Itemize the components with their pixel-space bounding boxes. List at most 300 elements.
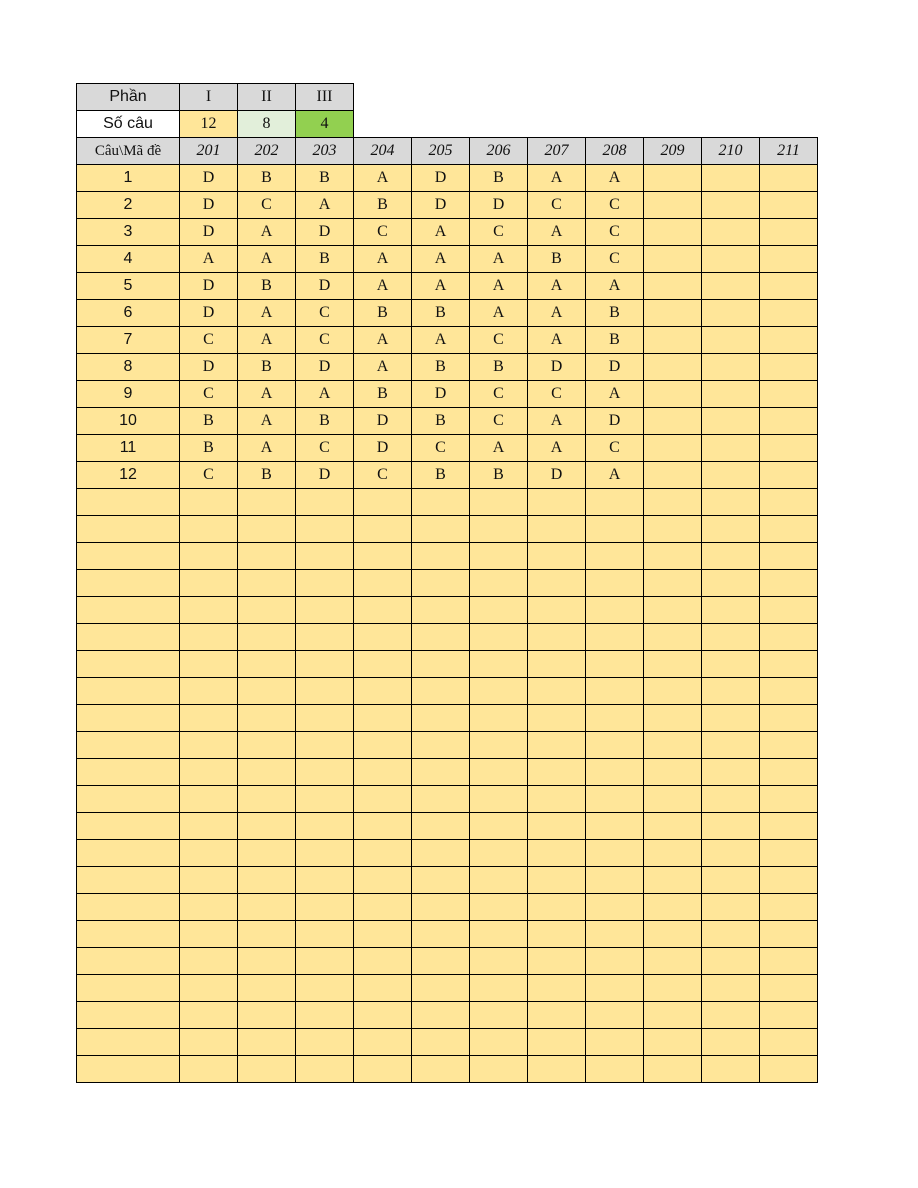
empty-cell[interactable] [180, 570, 238, 597]
empty-cell[interactable] [354, 894, 412, 921]
empty-cell[interactable] [586, 489, 644, 516]
answer-cell[interactable] [760, 354, 818, 381]
answer-cell[interactable] [760, 273, 818, 300]
answer-cell[interactable] [644, 165, 702, 192]
answer-cell[interactable] [760, 462, 818, 489]
empty-cell[interactable] [77, 894, 180, 921]
answer-cell[interactable] [702, 273, 760, 300]
empty-cell[interactable] [354, 975, 412, 1002]
answer-cell[interactable] [702, 192, 760, 219]
answer-cell[interactable]: B [296, 246, 354, 273]
answer-cell[interactable]: D [296, 219, 354, 246]
question-number-cell[interactable]: 12 [77, 462, 180, 489]
empty-cell[interactable] [296, 1002, 354, 1029]
empty-cell[interactable] [702, 705, 760, 732]
empty-cell[interactable] [644, 1029, 702, 1056]
empty-cell[interactable] [586, 570, 644, 597]
empty-cell[interactable] [354, 921, 412, 948]
empty-cell[interactable] [760, 813, 818, 840]
part-numeral-cell[interactable]: I [180, 84, 238, 111]
empty-cell[interactable] [77, 489, 180, 516]
answer-cell[interactable] [760, 408, 818, 435]
empty-cell[interactable] [702, 948, 760, 975]
answer-cell[interactable]: C [180, 462, 238, 489]
empty-cell[interactable] [77, 678, 180, 705]
answer-cell[interactable]: A [528, 300, 586, 327]
empty-cell[interactable] [77, 921, 180, 948]
answer-cell[interactable] [644, 462, 702, 489]
answer-cell[interactable]: B [354, 381, 412, 408]
empty-cell[interactable] [470, 732, 528, 759]
empty-cell[interactable] [412, 759, 470, 786]
empty-cell[interactable] [77, 1056, 180, 1083]
answer-cell[interactable] [702, 327, 760, 354]
empty-cell[interactable] [180, 489, 238, 516]
empty-cell[interactable] [296, 705, 354, 732]
answer-cell[interactable]: A [238, 219, 296, 246]
empty-cell[interactable] [354, 948, 412, 975]
answer-cell[interactable] [760, 165, 818, 192]
answer-cell[interactable]: A [470, 273, 528, 300]
empty-cell[interactable] [702, 921, 760, 948]
empty-cell[interactable] [644, 732, 702, 759]
empty-cell[interactable] [644, 867, 702, 894]
empty-cell[interactable] [586, 624, 644, 651]
empty-cell[interactable] [644, 624, 702, 651]
empty-cell[interactable] [180, 1056, 238, 1083]
answer-cell[interactable]: D [528, 462, 586, 489]
empty-cell[interactable] [180, 705, 238, 732]
answer-cell[interactable]: D [470, 192, 528, 219]
empty-cell[interactable] [644, 786, 702, 813]
empty-cell[interactable] [354, 570, 412, 597]
empty-cell[interactable] [296, 813, 354, 840]
empty-cell[interactable] [586, 516, 644, 543]
empty-cell[interactable] [412, 1056, 470, 1083]
empty-cell[interactable] [77, 759, 180, 786]
empty-cell[interactable] [470, 597, 528, 624]
empty-cell[interactable] [644, 651, 702, 678]
empty-cell[interactable] [238, 1002, 296, 1029]
empty-cell[interactable] [77, 543, 180, 570]
answer-cell[interactable]: A [238, 300, 296, 327]
empty-cell[interactable] [238, 597, 296, 624]
empty-cell[interactable] [760, 489, 818, 516]
question-number-cell[interactable]: 4 [77, 246, 180, 273]
answer-cell[interactable]: B [586, 300, 644, 327]
empty-cell[interactable] [238, 678, 296, 705]
empty-cell[interactable] [470, 894, 528, 921]
empty-cell[interactable] [528, 786, 586, 813]
empty-cell[interactable] [296, 921, 354, 948]
empty-cell[interactable] [180, 543, 238, 570]
empty-cell[interactable] [644, 1002, 702, 1029]
answer-cell[interactable]: D [296, 354, 354, 381]
empty-cell[interactable] [644, 813, 702, 840]
answer-cell[interactable]: A [528, 327, 586, 354]
exam-code-cell[interactable]: 208 [586, 138, 644, 165]
answer-cell[interactable]: C [586, 192, 644, 219]
empty-cell[interactable] [180, 624, 238, 651]
answer-cell[interactable]: A [412, 246, 470, 273]
empty-cell[interactable] [702, 624, 760, 651]
answer-cell[interactable]: D [412, 192, 470, 219]
empty-cell[interactable] [644, 570, 702, 597]
empty-cell[interactable] [760, 975, 818, 1002]
empty-cell[interactable] [760, 543, 818, 570]
question-number-cell[interactable]: 5 [77, 273, 180, 300]
answer-cell[interactable] [644, 354, 702, 381]
empty-cell[interactable] [77, 732, 180, 759]
empty-cell[interactable] [470, 516, 528, 543]
answer-cell[interactable]: B [238, 273, 296, 300]
empty-cell[interactable] [702, 786, 760, 813]
empty-cell[interactable] [528, 651, 586, 678]
empty-cell[interactable] [586, 597, 644, 624]
empty-cell[interactable] [412, 597, 470, 624]
empty-cell[interactable] [412, 489, 470, 516]
empty-cell[interactable] [470, 489, 528, 516]
empty-cell[interactable] [528, 489, 586, 516]
answer-cell[interactable]: D [180, 219, 238, 246]
exam-code-cell[interactable]: 207 [528, 138, 586, 165]
answer-cell[interactable]: C [528, 381, 586, 408]
empty-cell[interactable] [586, 1002, 644, 1029]
answer-cell[interactable] [760, 192, 818, 219]
counts-label[interactable]: Số câu [77, 111, 180, 138]
answer-cell[interactable]: C [354, 219, 412, 246]
answer-cell[interactable] [702, 354, 760, 381]
empty-cell[interactable] [470, 1002, 528, 1029]
empty-cell[interactable] [528, 1029, 586, 1056]
empty-cell[interactable] [586, 651, 644, 678]
exam-code-cell[interactable]: 204 [354, 138, 412, 165]
empty-cell[interactable] [296, 975, 354, 1002]
exam-code-cell[interactable]: 206 [470, 138, 528, 165]
answer-cell[interactable] [760, 246, 818, 273]
empty-cell[interactable] [586, 1056, 644, 1083]
empty-cell[interactable] [238, 705, 296, 732]
answer-cell[interactable]: B [180, 408, 238, 435]
empty-cell[interactable] [238, 759, 296, 786]
answer-cell[interactable]: D [180, 273, 238, 300]
empty-cell[interactable] [238, 921, 296, 948]
empty-cell[interactable] [702, 759, 760, 786]
answer-cell[interactable]: A [586, 165, 644, 192]
answer-cell[interactable]: D [180, 165, 238, 192]
empty-cell[interactable] [354, 840, 412, 867]
answer-cell[interactable]: C [354, 462, 412, 489]
answer-cell[interactable] [702, 219, 760, 246]
answer-cell[interactable]: A [296, 192, 354, 219]
empty-cell[interactable] [760, 597, 818, 624]
empty-cell[interactable] [470, 867, 528, 894]
empty-cell[interactable] [412, 786, 470, 813]
question-number-cell[interactable]: 7 [77, 327, 180, 354]
empty-cell[interactable] [77, 516, 180, 543]
empty-cell[interactable] [296, 678, 354, 705]
empty-cell[interactable] [470, 651, 528, 678]
empty-cell[interactable] [586, 840, 644, 867]
answer-cell[interactable]: B [470, 462, 528, 489]
empty-cell[interactable] [77, 597, 180, 624]
empty-cell[interactable] [77, 786, 180, 813]
answer-cell[interactable]: A [528, 435, 586, 462]
answer-cell[interactable]: A [412, 327, 470, 354]
answer-cell[interactable] [702, 165, 760, 192]
empty-cell[interactable] [644, 597, 702, 624]
empty-cell[interactable] [180, 759, 238, 786]
empty-cell[interactable] [77, 1029, 180, 1056]
empty-cell[interactable] [702, 1002, 760, 1029]
empty-cell[interactable] [412, 678, 470, 705]
empty-cell[interactable] [238, 651, 296, 678]
empty-cell[interactable] [296, 543, 354, 570]
empty-cell[interactable] [180, 732, 238, 759]
empty-cell[interactable] [412, 948, 470, 975]
empty-cell[interactable] [644, 921, 702, 948]
empty-cell[interactable] [296, 570, 354, 597]
answer-cell[interactable] [644, 381, 702, 408]
empty-cell[interactable] [760, 705, 818, 732]
empty-cell[interactable] [760, 570, 818, 597]
exam-code-cell[interactable]: 205 [412, 138, 470, 165]
empty-cell[interactable] [238, 948, 296, 975]
answer-cell[interactable]: D [354, 408, 412, 435]
answer-cell[interactable]: A [354, 273, 412, 300]
exam-code-cell[interactable]: 201 [180, 138, 238, 165]
answer-cell[interactable]: A [238, 327, 296, 354]
answer-cell[interactable] [644, 192, 702, 219]
empty-cell[interactable] [354, 759, 412, 786]
empty-cell[interactable] [702, 678, 760, 705]
empty-cell[interactable] [77, 867, 180, 894]
empty-cell[interactable] [528, 516, 586, 543]
empty-cell[interactable] [470, 705, 528, 732]
empty-cell[interactable] [702, 489, 760, 516]
empty-cell[interactable] [238, 1029, 296, 1056]
answer-cell[interactable]: D [296, 273, 354, 300]
empty-cell[interactable] [296, 948, 354, 975]
answer-cell[interactable]: A [470, 300, 528, 327]
empty-cell[interactable] [644, 1056, 702, 1083]
empty-cell[interactable] [354, 516, 412, 543]
empty-cell[interactable] [470, 1029, 528, 1056]
answer-cell[interactable]: A [528, 219, 586, 246]
empty-cell[interactable] [296, 840, 354, 867]
answer-cell[interactable]: C [296, 327, 354, 354]
empty-cell[interactable] [354, 1029, 412, 1056]
answer-cell[interactable]: D [180, 300, 238, 327]
empty-cell[interactable] [296, 597, 354, 624]
empty-cell[interactable] [180, 894, 238, 921]
empty-cell[interactable] [644, 678, 702, 705]
empty-cell[interactable] [760, 624, 818, 651]
empty-cell[interactable] [702, 651, 760, 678]
empty-cell[interactable] [77, 840, 180, 867]
answer-cell[interactable]: B [296, 165, 354, 192]
empty-cell[interactable] [528, 894, 586, 921]
empty-cell[interactable] [238, 975, 296, 1002]
empty-cell[interactable] [528, 948, 586, 975]
answer-cell[interactable]: A [238, 408, 296, 435]
answer-cell[interactable]: D [586, 354, 644, 381]
empty-cell[interactable] [354, 678, 412, 705]
exam-code-cell[interactable]: 210 [702, 138, 760, 165]
question-number-cell[interactable]: 2 [77, 192, 180, 219]
answer-cell[interactable] [760, 435, 818, 462]
answer-cell[interactable]: B [586, 327, 644, 354]
empty-cell[interactable] [77, 570, 180, 597]
answer-cell[interactable]: B [412, 300, 470, 327]
empty-cell[interactable] [470, 813, 528, 840]
question-number-cell[interactable]: 3 [77, 219, 180, 246]
empty-cell[interactable] [180, 651, 238, 678]
answer-cell[interactable]: A [296, 381, 354, 408]
empty-cell[interactable] [77, 948, 180, 975]
answer-cell[interactable]: C [180, 327, 238, 354]
empty-cell[interactable] [180, 1002, 238, 1029]
answer-cell[interactable] [760, 381, 818, 408]
answer-cell[interactable]: A [354, 246, 412, 273]
empty-cell[interactable] [354, 786, 412, 813]
question-number-cell[interactable]: 9 [77, 381, 180, 408]
empty-cell[interactable] [296, 489, 354, 516]
answer-cell[interactable] [702, 435, 760, 462]
empty-cell[interactable] [354, 705, 412, 732]
question-number-cell[interactable]: 1 [77, 165, 180, 192]
empty-cell[interactable] [77, 651, 180, 678]
answer-cell[interactable] [760, 327, 818, 354]
answer-cell[interactable]: B [238, 165, 296, 192]
answer-cell[interactable]: B [470, 165, 528, 192]
empty-cell[interactable] [528, 624, 586, 651]
empty-cell[interactable] [470, 786, 528, 813]
answer-cell[interactable]: A [528, 273, 586, 300]
answer-cell[interactable]: D [412, 381, 470, 408]
empty-cell[interactable] [77, 1002, 180, 1029]
empty-cell[interactable] [470, 975, 528, 1002]
empty-cell[interactable] [412, 732, 470, 759]
answer-cell[interactable]: A [470, 435, 528, 462]
empty-cell[interactable] [238, 624, 296, 651]
empty-cell[interactable] [412, 975, 470, 1002]
empty-cell[interactable] [586, 732, 644, 759]
empty-cell[interactable] [296, 624, 354, 651]
empty-cell[interactable] [760, 867, 818, 894]
answer-cell[interactable]: C [180, 381, 238, 408]
empty-cell[interactable] [470, 678, 528, 705]
empty-cell[interactable] [760, 651, 818, 678]
answer-cell[interactable]: B [528, 246, 586, 273]
answer-cell[interactable]: D [180, 354, 238, 381]
exam-code-cell[interactable]: 202 [238, 138, 296, 165]
answer-cell[interactable]: C [528, 192, 586, 219]
empty-cell[interactable] [702, 732, 760, 759]
empty-cell[interactable] [644, 948, 702, 975]
empty-cell[interactable] [586, 543, 644, 570]
empty-cell[interactable] [528, 597, 586, 624]
empty-cell[interactable] [412, 1029, 470, 1056]
empty-cell[interactable] [586, 1029, 644, 1056]
empty-cell[interactable] [238, 786, 296, 813]
empty-cell[interactable] [528, 813, 586, 840]
exam-code-cell[interactable]: 209 [644, 138, 702, 165]
empty-cell[interactable] [470, 624, 528, 651]
answer-cell[interactable]: C [296, 300, 354, 327]
part-numeral-cell[interactable]: II [238, 84, 296, 111]
question-code-corner-label[interactable]: Câu\Mã đề [77, 138, 180, 165]
answer-cell[interactable]: A [354, 354, 412, 381]
empty-cell[interactable] [760, 1029, 818, 1056]
answer-cell[interactable] [760, 219, 818, 246]
empty-cell[interactable] [354, 489, 412, 516]
empty-cell[interactable] [180, 921, 238, 948]
empty-cell[interactable] [760, 1002, 818, 1029]
empty-cell[interactable] [180, 516, 238, 543]
answer-cell[interactable]: C [470, 327, 528, 354]
empty-cell[interactable] [412, 570, 470, 597]
count-cell[interactable]: 12 [180, 111, 238, 138]
empty-cell[interactable] [586, 786, 644, 813]
empty-cell[interactable] [180, 975, 238, 1002]
empty-cell[interactable] [296, 759, 354, 786]
empty-cell[interactable] [702, 516, 760, 543]
empty-cell[interactable] [238, 516, 296, 543]
empty-cell[interactable] [354, 867, 412, 894]
answer-cell[interactable]: A [412, 219, 470, 246]
empty-cell[interactable] [180, 867, 238, 894]
answer-cell[interactable] [644, 246, 702, 273]
empty-cell[interactable] [77, 975, 180, 1002]
empty-cell[interactable] [702, 597, 760, 624]
empty-cell[interactable] [760, 1056, 818, 1083]
answer-cell[interactable] [644, 300, 702, 327]
answer-cell[interactable]: A [354, 165, 412, 192]
empty-cell[interactable] [470, 921, 528, 948]
answer-cell[interactable]: C [296, 435, 354, 462]
answer-cell[interactable]: C [470, 219, 528, 246]
empty-cell[interactable] [528, 921, 586, 948]
answer-cell[interactable] [644, 273, 702, 300]
empty-cell[interactable] [760, 516, 818, 543]
empty-cell[interactable] [354, 732, 412, 759]
answer-cell[interactable]: A [528, 165, 586, 192]
empty-cell[interactable] [470, 840, 528, 867]
empty-cell[interactable] [296, 867, 354, 894]
answer-cell[interactable]: A [586, 273, 644, 300]
empty-cell[interactable] [644, 543, 702, 570]
empty-cell[interactable] [760, 678, 818, 705]
empty-cell[interactable] [296, 786, 354, 813]
answer-cell[interactable]: C [586, 246, 644, 273]
empty-cell[interactable] [180, 1029, 238, 1056]
empty-cell[interactable] [412, 894, 470, 921]
answer-cell[interactable]: B [238, 462, 296, 489]
part-numeral-cell[interactable]: III [296, 84, 354, 111]
empty-cell[interactable] [412, 705, 470, 732]
answer-cell[interactable]: A [238, 435, 296, 462]
answer-cell[interactable]: B [238, 354, 296, 381]
answer-cell[interactable]: D [528, 354, 586, 381]
empty-cell[interactable] [528, 867, 586, 894]
empty-cell[interactable] [77, 705, 180, 732]
answer-cell[interactable]: B [412, 462, 470, 489]
answer-cell[interactable]: B [180, 435, 238, 462]
exam-code-cell[interactable]: 211 [760, 138, 818, 165]
empty-cell[interactable] [238, 543, 296, 570]
empty-cell[interactable] [470, 543, 528, 570]
